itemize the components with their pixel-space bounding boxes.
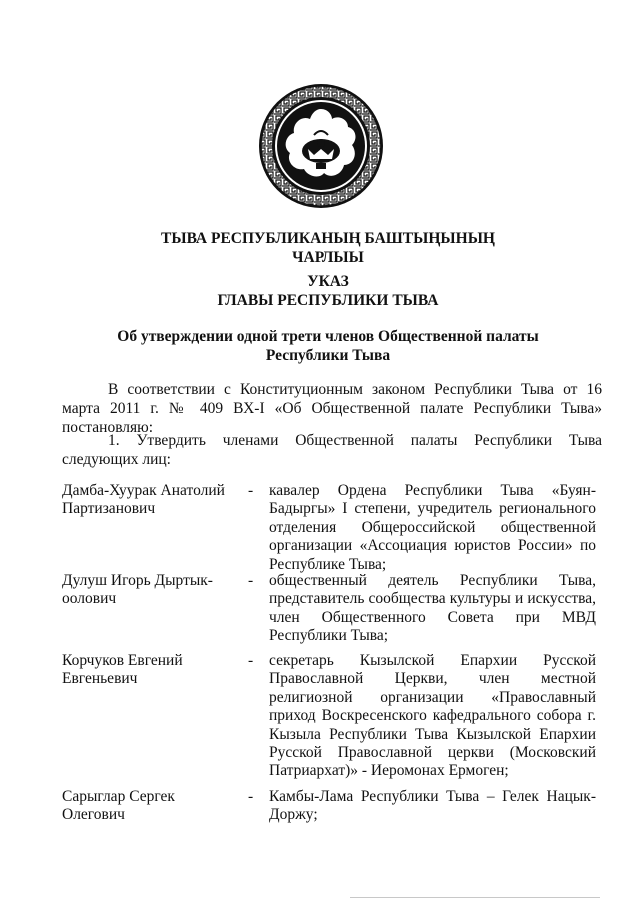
- item-1-paragraph: 1. Утвердить членами Общественной палаты Республики Тыва следующих лиц:: [62, 432, 602, 469]
- coat-of-arms-emblem: [258, 83, 384, 209]
- members-list: [62, 482, 602, 828]
- tuvan-title-line-1: ТЫВА РЕСПУБЛИКАНЫҢ БАШТЫҢЫНЫҢ: [161, 230, 495, 247]
- member-name: Дулуш Игорь Дыртык-оолович: [62, 572, 213, 608]
- decree-subject-line-2: Республики Тыва: [265, 347, 391, 364]
- member-description: секретарь Кызылской Епархии Русской Православной Церкви, член местной религиозной организации «Православный приход Воскресенского кафедрального собора г. Кызыла Республики Тыва Кызылской Епархии Русской Православной церкви (Московский Патриархат)» - Иеромонах Ермоген;: [269, 652, 596, 780]
- preamble-paragraph: В соответствии с Конституционным законом Республики Тыва от 16 марта 2011 г. № 409 ВХ-I «Об Общественной палате Республики Тыва» постановляю:: [62, 381, 602, 437]
- russian-title: [8, 272, 640, 310]
- member-entry: [62, 572, 602, 652]
- member-description: кавалер Ордена Республики Тыва «Буян-Бадыргы» I степени, учредитель регионального отделения Общероссийской общественной организации «Ассоциация юристов России» по Республике Тыва;: [269, 482, 596, 573]
- member-description: Камбы-Лама Республики Тыва – Гелек Нацык-Доржу;: [269, 788, 596, 824]
- member-dash: -: [248, 572, 254, 589]
- tuvan-title-line-2: ЧАРЛЫЫ: [292, 249, 364, 266]
- member-name: Корчуков Евгений Евгеньевич: [62, 652, 183, 688]
- member-dash: -: [248, 788, 254, 805]
- member-name: Дамба-Хуурак Анатолий Партизанович: [62, 482, 225, 518]
- scan-artifact-line: [350, 897, 600, 898]
- member-entry: [62, 652, 602, 788]
- russian-title-line-1: УКАЗ: [307, 273, 349, 290]
- decree-subject-line-1: Об утверждении одной трети членов Общественной палаты: [117, 328, 539, 345]
- decree-subject: [8, 327, 640, 365]
- member-dash: -: [248, 482, 254, 499]
- member-entry: [62, 482, 602, 572]
- tuvan-title: [8, 229, 640, 267]
- member-description: общественный деятель Республики Тыва, представитель сообщества культуры и искусства, член Общественного Совета при МВД Республики Тыва;: [269, 572, 596, 645]
- member-entry: [62, 788, 602, 828]
- russian-title-line-2: ГЛАВЫ РЕСПУБЛИКИ ТЫВА: [217, 292, 439, 309]
- member-dash: -: [248, 652, 254, 669]
- member-name: Сарыглар Сергек Олегович: [62, 788, 175, 824]
